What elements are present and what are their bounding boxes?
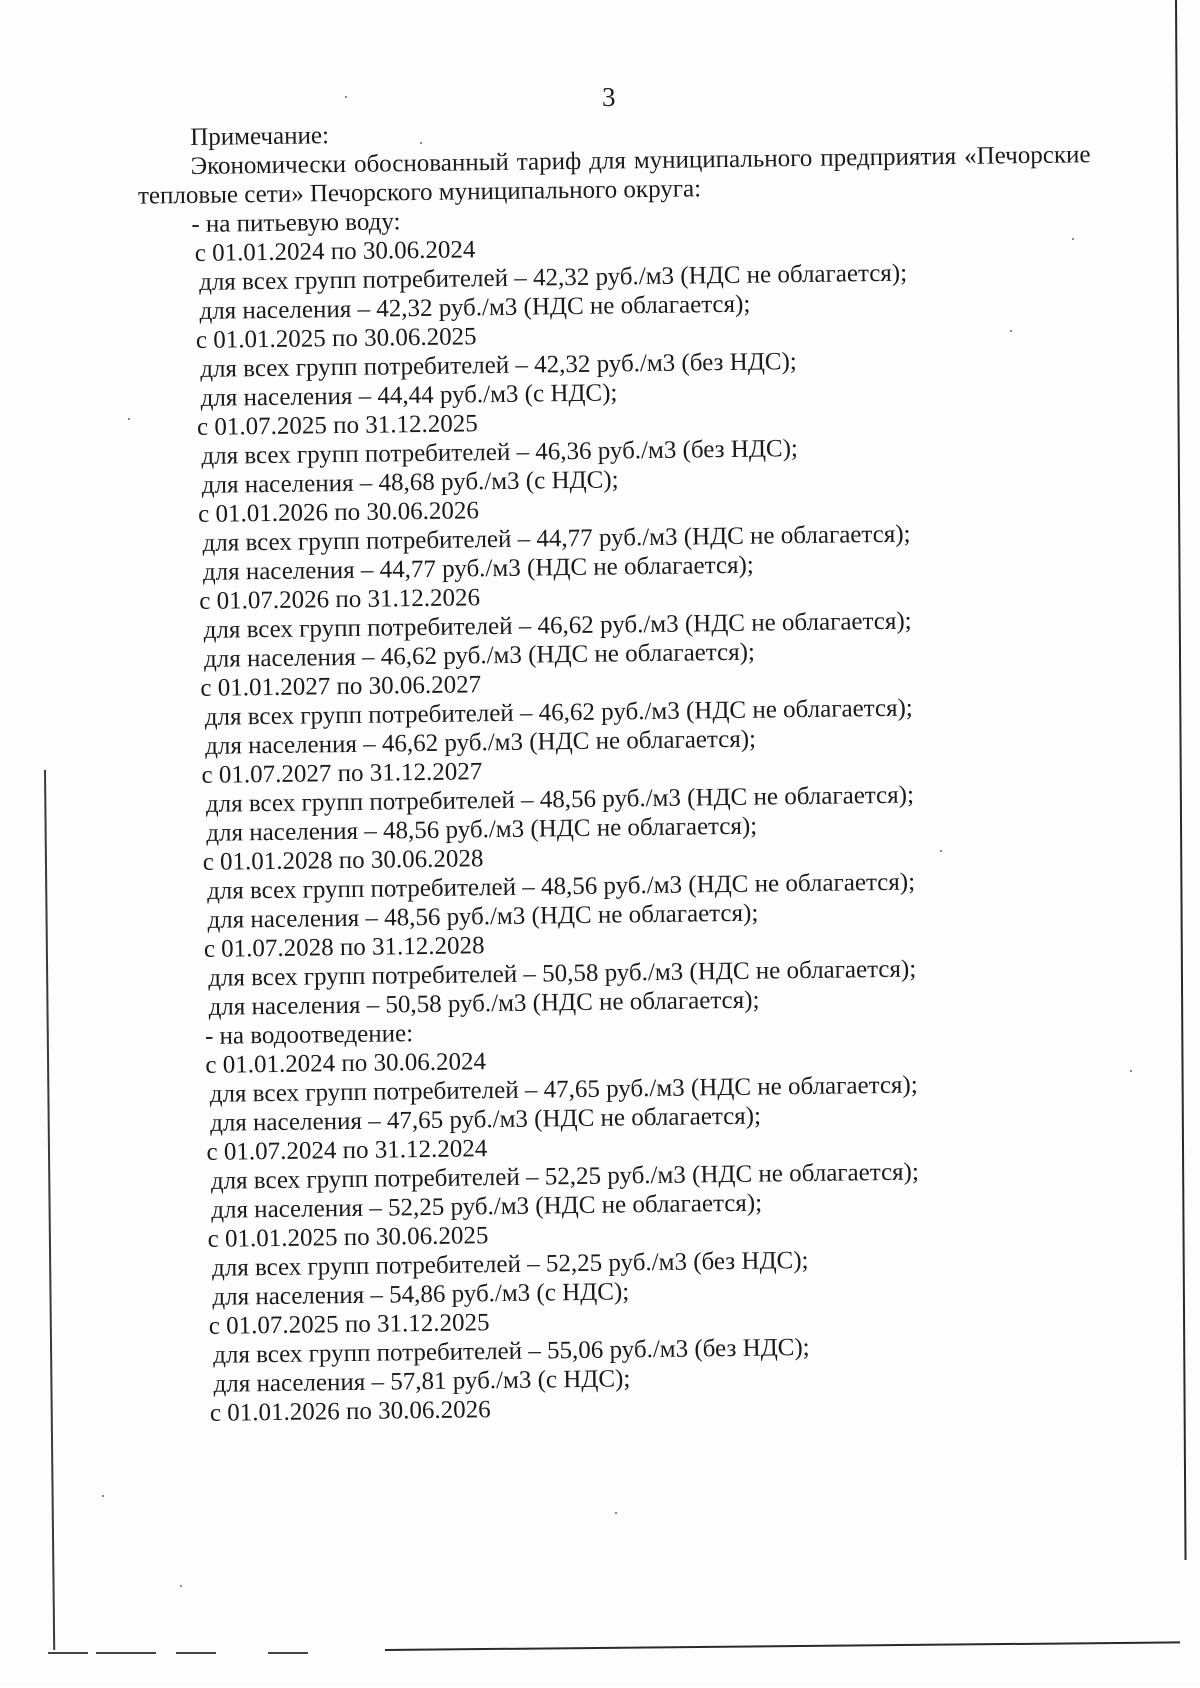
sewage-period: с 01.01.2026 по 30.06.2026	[209, 1396, 491, 1427]
intro-word: «Печорские	[963, 141, 1091, 170]
sewage-rate-all-groups: для всех групп потребителей – 52,25 руб./м3 (без НДС);	[211, 1247, 809, 1282]
intro-word: для	[588, 147, 627, 175]
sewage-period: с 01.07.2024 по 31.12.2024	[206, 1135, 488, 1166]
water-rate-all-groups: для всех групп потребителей – 48,56 руб./м3 (НДС не облагается);	[206, 868, 916, 905]
water-period: с 01.07.2026 по 31.12.2026	[199, 584, 481, 615]
intro-word: предприятия	[820, 142, 957, 172]
water-period: с 01.01.2024 по 30.06.2024	[194, 236, 476, 267]
water-period: с 01.01.2027 по 30.06.2027	[200, 671, 482, 702]
water-period: с 01.07.2028 по 31.12.2028	[203, 932, 485, 963]
note-heading: Примечание:	[190, 122, 330, 151]
intro-word: Экономически	[190, 150, 347, 180]
water-rate-all-groups: для всех групп потребителей – 42,32 руб./м3 (НДС не облагается);	[198, 259, 908, 296]
water-heading: - на питьевую воду:	[191, 208, 401, 238]
sewage-period: с 01.01.2024 по 30.06.2024	[205, 1048, 487, 1079]
water-rate-population: для населения – 44,44 руб./м3 (с НДС);	[200, 379, 618, 412]
sewage-rate-population: для населения – 57,81 руб./м3 (с НДС);	[213, 1365, 631, 1398]
water-rate-population: для населения – 46,62 руб./м3 (НДС не облагается);	[205, 725, 757, 760]
sewage-rate-population: для населения – 47,65 руб./м3 (НДС не облагается);	[209, 1102, 762, 1137]
water-rate-all-groups: для всех групп потребителей – 46,62 руб./м3 (НДС не облагается);	[203, 607, 912, 644]
water-period: с 01.01.2025 по 30.06.2025	[195, 323, 477, 354]
water-rate-all-groups: для всех групп потребителей – 42,32 руб./м3 (без НДС);	[200, 348, 797, 383]
intro-word: тариф	[516, 147, 582, 176]
sewage-rate-all-groups: для всех групп потребителей – 55,06 руб./м3 (без НДС);	[212, 1333, 810, 1369]
water-rate-population: для населения – 42,32 руб./м3 (НДС не облагается);	[199, 290, 751, 325]
sewage-heading: - на водоотведение:	[204, 1020, 414, 1050]
page-number: 3	[602, 82, 616, 112]
water-period: с 01.07.2025 по 31.12.2025	[196, 410, 478, 441]
water-rate-all-groups: для всех групп потребителей – 48,56 руб./м3 (НДС не облагается);	[205, 781, 915, 818]
intro-word: муниципального	[633, 144, 813, 175]
water-period: с 01.01.2028 по 30.06.2028	[202, 845, 484, 876]
water-rate-all-groups: для всех групп потребителей – 44,77 руб./м3 (НДС не облагается);	[202, 520, 911, 557]
water-rate-all-groups: для всех групп потребителей – 46,62 руб./м3 (НДС не облагается);	[204, 694, 913, 731]
water-period: с 01.07.2027 по 31.12.2027	[201, 758, 483, 789]
intro-word: обоснованный	[353, 148, 509, 178]
sewage-rate-all-groups: для всех групп потребителей – 52,25 руб./м3 (НДС не облагается);	[210, 1158, 920, 1195]
water-rate-population: для населения – 50,58 руб./м3 (НДС не облагается);	[208, 986, 760, 1021]
water-rate-population: для населения – 44,77 руб./м3 (НДС не облагается);	[202, 551, 754, 586]
sewage-rate-all-groups: для всех групп потребителей – 47,65 руб./м3 (НДС не облагается);	[209, 1071, 918, 1108]
water-rate-population: для населения – 46,62 руб./м3 (НДС не облагается);	[203, 638, 756, 673]
sewage-rate-population: для населения – 52,25 руб./м3 (НДС не облагается);	[211, 1189, 763, 1224]
water-rate-all-groups: для всех групп потребителей – 46,36 руб./м3 (без НДС);	[201, 435, 799, 470]
intro-line-2: тепловые сети» Печорского муниципального округа:	[137, 175, 702, 210]
sewage-period: с 01.01.2025 по 30.06.2025	[207, 1222, 489, 1253]
water-rate-population: для населения – 48,56 руб./м3 (НДС не облагается);	[206, 812, 758, 847]
water-rate-population: для населения – 48,68 руб./м3 (с НДС);	[201, 466, 619, 499]
sewage-rate-population: для населения – 54,86 руб./м3 (с НДС);	[212, 1278, 630, 1311]
water-rate-all-groups: для всех групп потребителей – 50,58 руб./м3 (НДС не облагается);	[208, 955, 917, 992]
water-rate-population: для населения – 48,56 руб./м3 (НДС не облагается);	[207, 899, 759, 934]
water-period: с 01.01.2026 по 30.06.2026	[197, 497, 480, 528]
sewage-period: с 01.07.2025 по 31.12.2025	[208, 1309, 490, 1340]
